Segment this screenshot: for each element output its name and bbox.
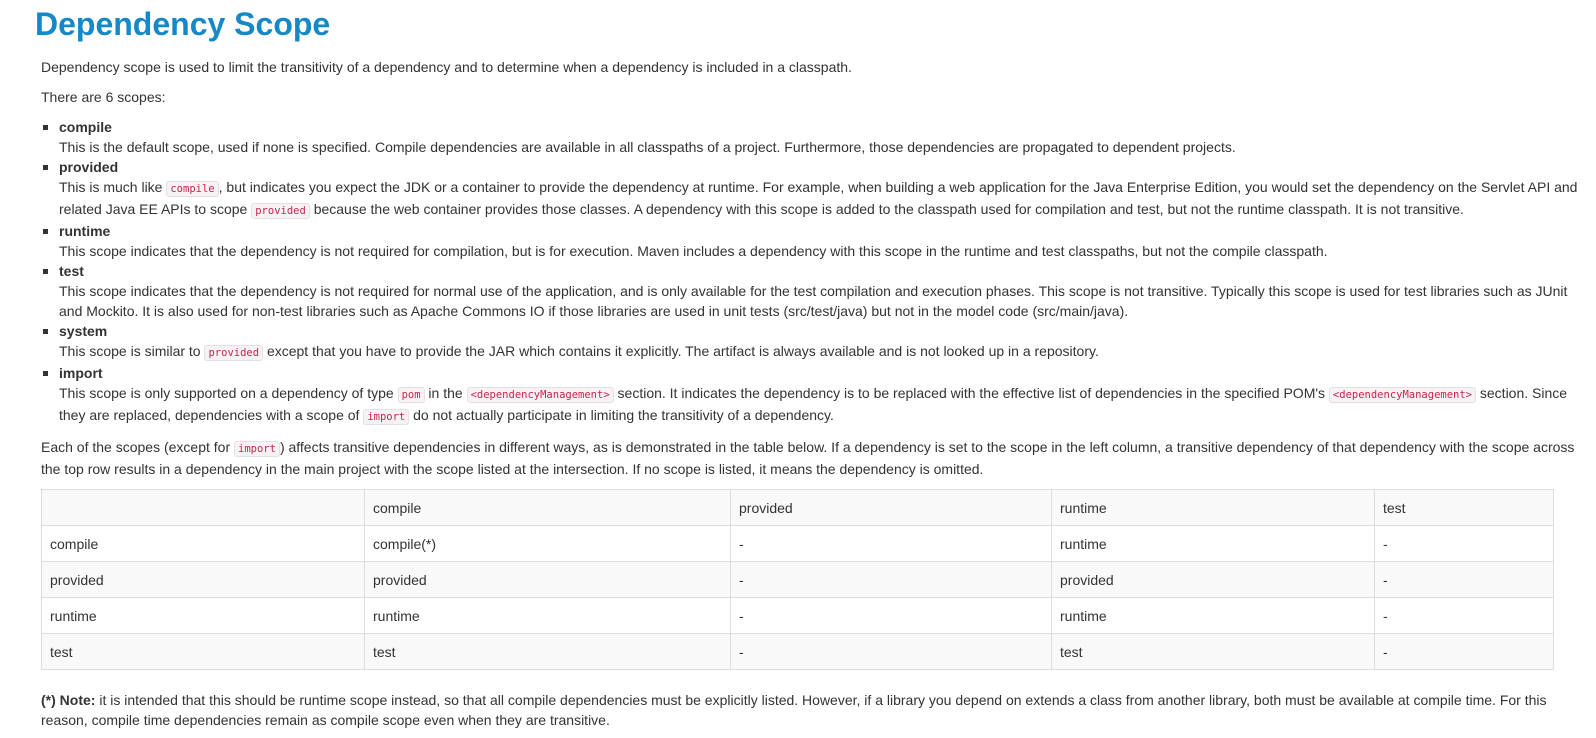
table-header-cell: [42, 490, 365, 526]
table-header-row: [42, 490, 1554, 526]
bullet-icon: [43, 165, 48, 170]
table-cell: -: [731, 562, 1052, 598]
scope-item-import: [59, 363, 1580, 427]
scope-description: [59, 383, 1580, 427]
bullet-icon: [43, 371, 48, 376]
transitivity-table: [41, 489, 1554, 670]
table-header-cell: provided: [731, 490, 1052, 526]
table-cell: compile: [42, 526, 365, 562]
inline-code: import: [234, 441, 280, 457]
table-cell: -: [731, 526, 1052, 562]
table-header-cell: runtime: [1052, 490, 1375, 526]
table-cell: -: [1375, 598, 1554, 634]
scope-term: provided: [59, 159, 119, 175]
note-paragraph: [41, 690, 1580, 730]
scope-term: compile: [59, 119, 112, 135]
scope-item-provided: [59, 157, 1580, 221]
table-cell: provided: [365, 562, 731, 598]
scope-description: [59, 177, 1580, 221]
transitive-paragraph: [41, 437, 1580, 479]
scope-item-compile: [59, 117, 1580, 157]
text-run: section. It indicates the dependency is to be replaced with the effective list of dependencies in the specified POM's: [613, 385, 1329, 401]
table-header-cell: compile: [365, 490, 731, 526]
scope-description: [59, 341, 1580, 363]
inline-code: compile: [166, 181, 218, 197]
text-run: This is the default scope, used if none is specified. Compile dependencies are available in all classpaths of a project. Furthermore, those dependencies are propagated to dependent projects.: [59, 139, 1236, 155]
table-cell: runtime: [42, 598, 365, 634]
text-run: , but indicates you expect the JDK or a container to provide the dependency at runtime. For example, when building a web application for the Java Enterprise Edition, you would set the dependency on the Servlet API and related Java EE APIs to scope: [59, 179, 1578, 217]
table-row: [42, 634, 1554, 670]
text-run: in the: [424, 385, 467, 401]
scope-item-test: [59, 261, 1580, 321]
scope-term: test: [59, 263, 84, 279]
scope-term: runtime: [59, 223, 111, 239]
text-run: This scope indicates that the dependency is not required for normal use of the application, and is only available for the test compilation and execution phases. This scope is not transitive. Typically this scope is used for test libraries such as JUnit and Mockito. It is also used for non-test libraries such as Apache Commons IO if those libraries are used in unit tests (src/test/java) but not in the model code (src/main/java).: [59, 283, 1568, 319]
text-run: This is much like: [59, 179, 167, 195]
text-run: This scope is similar to: [59, 343, 205, 359]
table-header-cell: test: [1375, 490, 1554, 526]
table-cell: provided: [1052, 562, 1375, 598]
inline-code: provided: [251, 203, 310, 219]
table-cell: compile(*): [365, 526, 731, 562]
scope-count-paragraph: There are 6 scopes:: [41, 89, 166, 105]
text-run: do not actually participate in limiting the transitivity of a dependency.: [409, 407, 834, 423]
scope-term: system: [59, 323, 108, 339]
page-title: Dependency Scope: [35, 6, 331, 42]
text-run: This scope indicates that the dependency is not required for compilation, but is for execution. Maven includes a dependency with this scope in the runtime and test classpaths, but not the compile classpath.: [59, 243, 1328, 259]
scope-term: import: [59, 365, 103, 381]
note-label: (*) Note:: [41, 692, 96, 708]
bullet-icon: [43, 229, 48, 234]
table-cell: provided: [42, 562, 365, 598]
scope-description: [59, 241, 1580, 261]
scope-list: [41, 117, 1580, 427]
table-row: [42, 562, 1554, 598]
bullet-icon: [43, 125, 48, 130]
table-row: [42, 526, 1554, 562]
scope-item-system: [59, 321, 1580, 363]
inline-code: <dependencyManagement>: [1329, 387, 1476, 403]
table-cell: -: [1375, 562, 1554, 598]
table-cell: runtime: [1052, 526, 1375, 562]
intro-paragraph: Dependency scope is used to limit the transitivity of a dependency and to determine when a dependency is included in a classpath.: [41, 59, 852, 75]
table-cell: runtime: [365, 598, 731, 634]
table-cell: test: [365, 634, 731, 670]
text-run: because the web container provides those classes. A dependency with this scope is added to the classpath used for compilation and test, but not the runtime classpath. It is not transitive.: [309, 201, 1464, 217]
table-cell: -: [1375, 634, 1554, 670]
text-run: ) affects transitive dependencies in different ways, as is demonstrated in the table below. If a dependency is set to the scope in the left column, a transitive dependency of that dependency with the scope across the top row results in a dependency in the main project with the scope listed at the intersection. If no scope is listed, it means the dependency is omitted.: [41, 439, 1575, 477]
text-run: This scope is only supported on a dependency of type: [59, 385, 398, 401]
table-row: [42, 598, 1554, 634]
table-cell: test: [42, 634, 365, 670]
table-cell: -: [1375, 526, 1554, 562]
scope-item-runtime: [59, 221, 1580, 261]
table-cell: -: [731, 598, 1052, 634]
inline-code: import: [363, 409, 409, 425]
text-run: Each of the scopes (except for: [41, 439, 234, 455]
scope-description: [59, 137, 1580, 157]
inline-code: <dependencyManagement>: [467, 387, 614, 403]
table-cell: test: [1052, 634, 1375, 670]
scope-description: [59, 281, 1580, 321]
text-run: except that you have to provide the JAR which contains it explicitly. The artifact is always available and is not looked up in a repository.: [263, 343, 1099, 359]
note-text: it is intended that this should be runtime scope instead, so that all compile dependencies must be explicitly listed. However, if a library you depend on extends a class from another library, both must be available at compile time. For this reason, compile time dependencies remain as compile scope even when they are transitive.: [41, 692, 1547, 728]
bullet-icon: [43, 329, 48, 334]
inline-code: provided: [204, 345, 263, 361]
table-cell: -: [731, 634, 1052, 670]
inline-code: pom: [398, 387, 425, 403]
text-run: section. Since they are replaced, dependencies with a scope of: [59, 385, 1568, 423]
table-cell: runtime: [1052, 598, 1375, 634]
bullet-icon: [43, 269, 48, 274]
